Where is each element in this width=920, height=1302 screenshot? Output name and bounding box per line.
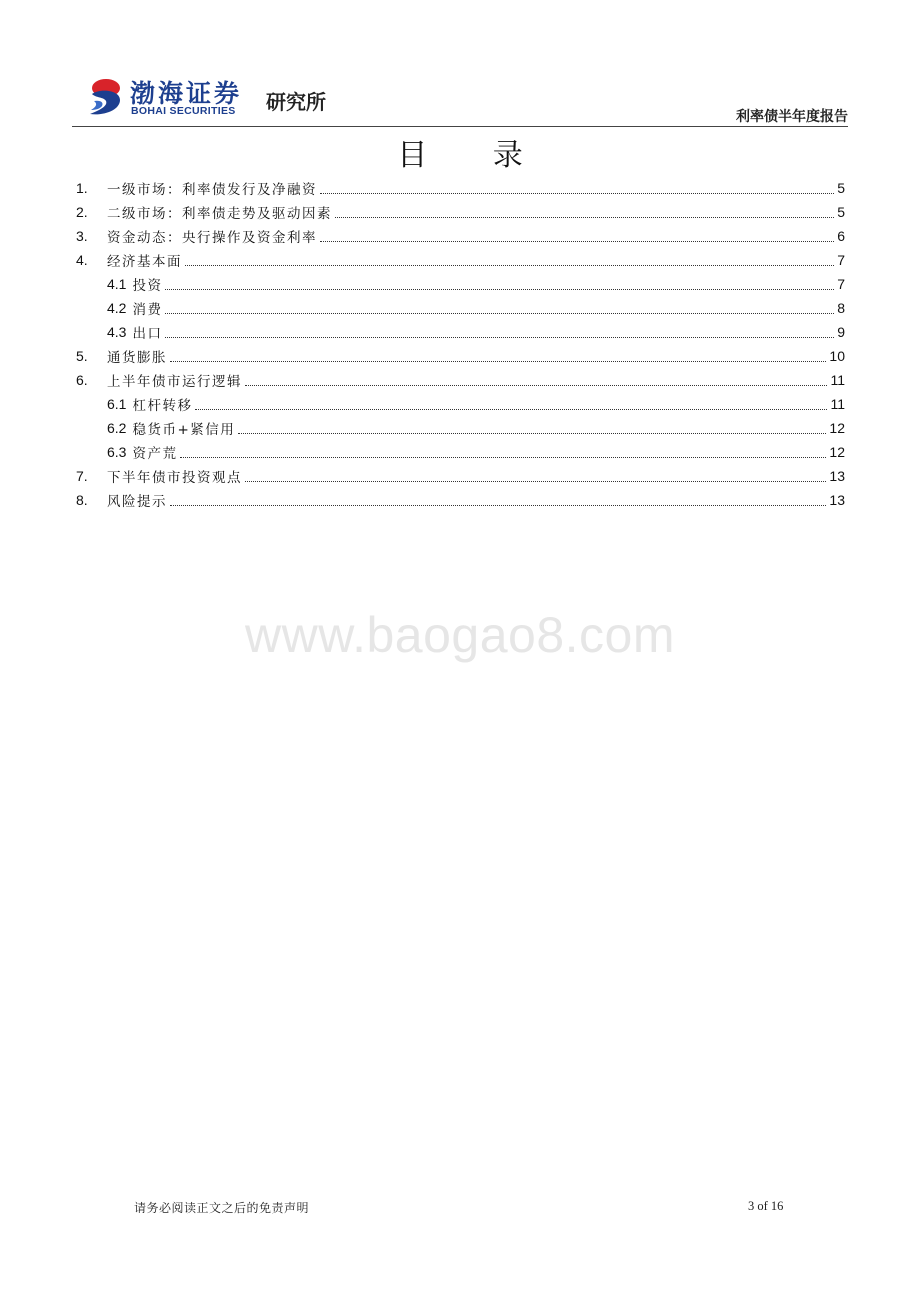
toc-entry-number: 8. [76, 492, 88, 508]
toc-leader-dots [165, 313, 834, 314]
toc-entry-label: 经济基本面 [107, 254, 182, 270]
toc-entry-page: 13 [829, 468, 845, 484]
toc-entry-number: 3. [76, 228, 88, 244]
report-type-label: 利率债半年度报告 [736, 109, 848, 125]
toc-entry-label: 投资 [132, 278, 163, 294]
toc-title: 目 录 [397, 138, 551, 173]
toc-entry[interactable] [76, 416, 845, 440]
toc-entry-page: 10 [829, 348, 845, 364]
toc-entry-page: 11 [830, 372, 845, 388]
logo-english-name: BOHAI SECURITIES [131, 105, 236, 117]
toc-entry-page: 12 [829, 444, 845, 460]
toc-entry[interactable] [76, 296, 845, 320]
toc-entry[interactable] [76, 248, 845, 272]
toc-entry-label: 杠杆转移 [132, 398, 193, 414]
toc-leader-dots [245, 481, 826, 482]
toc-entry-label: 下半年债市投资观点 [107, 470, 242, 486]
toc-entry-number: 4. [76, 252, 88, 268]
toc-entry-label: 稳货币+紧信用 [132, 422, 236, 438]
toc-entry-number: 6.2 [107, 420, 127, 436]
toc-entry-page: 8 [837, 300, 845, 316]
toc-leader-dots [335, 217, 834, 218]
toc-entry-label: 上半年债市运行逻辑 [107, 374, 242, 390]
toc-leader-dots [320, 193, 834, 194]
page-indicator: 3 of 16 [748, 1199, 784, 1213]
toc-entry-page: 12 [829, 420, 845, 436]
toc-entry-page: 7 [837, 276, 845, 292]
toc-leader-dots [170, 505, 826, 506]
table-of-contents [76, 176, 845, 512]
toc-entry[interactable] [76, 464, 845, 488]
institute-label: 研究所 [266, 90, 326, 114]
toc-entry-number: 2. [76, 204, 88, 220]
toc-entry[interactable] [76, 176, 845, 200]
toc-leader-dots [185, 265, 834, 266]
toc-entry-number: 6.3 [107, 444, 127, 460]
toc-entry-label: 出口 [132, 326, 163, 342]
toc-entry-label: 消费 [132, 302, 163, 318]
toc-leader-dots [165, 337, 834, 338]
bohai-logo-icon [86, 74, 126, 118]
toc-entry-number: 6. [76, 372, 88, 388]
toc-entry-label: 资产荒 [132, 446, 178, 462]
toc-entry-page: 6 [837, 228, 845, 244]
toc-leader-dots [245, 385, 827, 386]
toc-entry-page: 7 [837, 252, 845, 268]
toc-entry[interactable] [76, 320, 845, 344]
bohai-securities-logo [86, 72, 326, 120]
toc-entry-page: 9 [837, 324, 845, 340]
toc-entry-number: 5. [76, 348, 88, 364]
toc-entry-label: 二级市场：利率债走势及驱动因素 [107, 206, 332, 222]
toc-entry[interactable] [76, 392, 845, 416]
logo-chinese-name: 渤海证券 [130, 79, 243, 108]
toc-entry[interactable] [76, 368, 845, 392]
toc-leader-dots [195, 409, 827, 410]
toc-entry-label: 资金动态：央行操作及资金利率 [107, 230, 317, 246]
toc-leader-dots [238, 433, 826, 434]
toc-entry-page: 5 [837, 180, 845, 196]
watermark: www.baogao8.com [245, 607, 675, 663]
toc-entry[interactable] [76, 200, 845, 224]
toc-entry[interactable] [76, 440, 845, 464]
toc-entry-number: 7. [76, 468, 88, 484]
toc-leader-dots [180, 457, 826, 458]
toc-entry-page: 11 [830, 396, 845, 412]
toc-entry-label: 一级市场：利率债发行及净融资 [107, 182, 317, 198]
toc-entry-number: 4.3 [107, 324, 127, 340]
toc-entry-number: 4.1 [107, 276, 127, 292]
toc-leader-dots [165, 289, 834, 290]
toc-entry-page: 5 [837, 204, 845, 220]
page-header [72, 66, 848, 126]
toc-entry[interactable] [76, 272, 845, 296]
toc-entry-number: 1. [76, 180, 88, 196]
toc-entry-label: 风险提示 [107, 494, 167, 510]
toc-entry[interactable] [76, 224, 845, 248]
toc-entry[interactable] [76, 344, 845, 368]
toc-entry-label: 通货膨胀 [107, 350, 167, 366]
toc-entry[interactable] [76, 488, 845, 512]
toc-leader-dots [170, 361, 826, 362]
header-divider [72, 126, 848, 127]
footer-disclaimer: 请务必阅读正文之后的免责声明 [134, 1201, 310, 1215]
toc-leader-dots [320, 241, 834, 242]
toc-entry-number: 4.2 [107, 300, 127, 316]
toc-entry-number: 6.1 [107, 396, 127, 412]
toc-entry-page: 13 [829, 492, 845, 508]
